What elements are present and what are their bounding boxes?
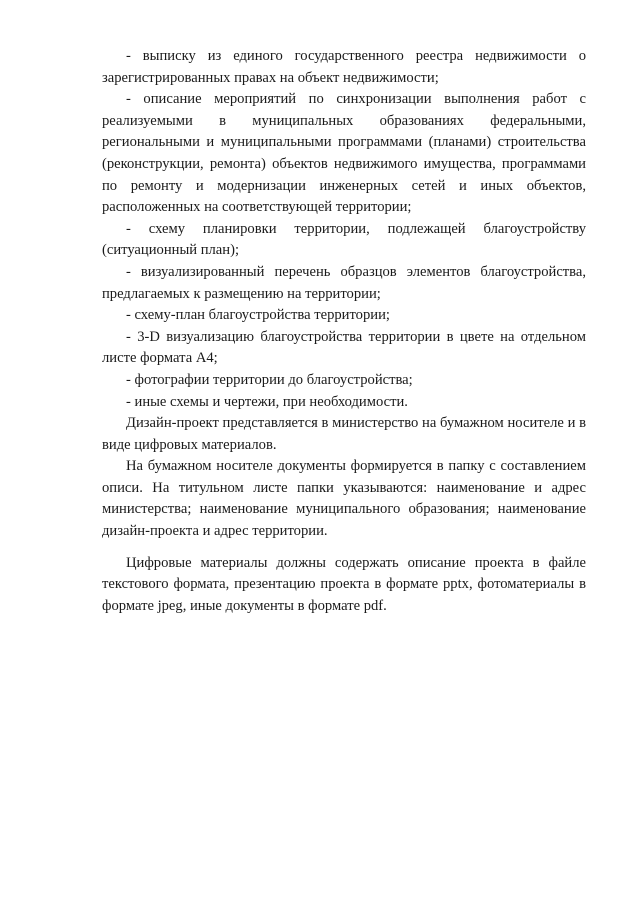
list-item-synchronization-measures: - описание мероприятий по синхронизации выполнения работ с реализуемыми в муниципальных образованиях федеральными, региональными и муниципальными программами (планами) строительства (реконструкции, ремонта) объектов недвижимого имущества, программами по ремонту и модернизации инженерных сетей и иных объектов, расположенных на соответствующей территории; <box>102 91 586 216</box>
list-item-photos: - фотографии территории до благоустройства; <box>126 371 413 388</box>
list-item-3d-visualization: - 3-D визуализацию благоустройства территории в цвете на отдельном листе формата А4; <box>102 328 586 367</box>
list-item-other-schemes: - иные схемы и чертежи, при необходимости. <box>126 393 408 410</box>
list-item-registry-extract: - выписку из единого государственного реестра недвижимости о зарегистрированных правах на объект недвижимости; <box>102 48 586 86</box>
paragraph-paper-format: На бумажном носителе документы формируется в папку с составлением описи. На титульном листе папки указываются: наименование и адрес министерства; наименование муниципального образования; наименование дизайн-проекта и адрес территории. <box>102 458 586 540</box>
document-body <box>102 46 586 617</box>
paragraph-digital-materials: Цифровые материалы должны содержать описание проекта в файле текстового формата, презентацию проекта в формате pptx, фотоматериалы в формате jpeg, иные документы в формате pdf. <box>102 554 586 614</box>
list-item-improvement-plan: - схему-план благоустройства территории; <box>126 307 390 324</box>
paragraph-submission: Дизайн-проект представляется в министерство на бумажном носителе и в виде цифровых материалов. <box>102 415 586 453</box>
list-item-planning-scheme: - схему планировки территории, подлежащей благоустройству (ситуационный план); <box>102 220 586 259</box>
list-item-visualized-list: - визуализированный перечень образцов элементов благоустройства, предлагаемых к размещению на территории; <box>102 263 586 302</box>
